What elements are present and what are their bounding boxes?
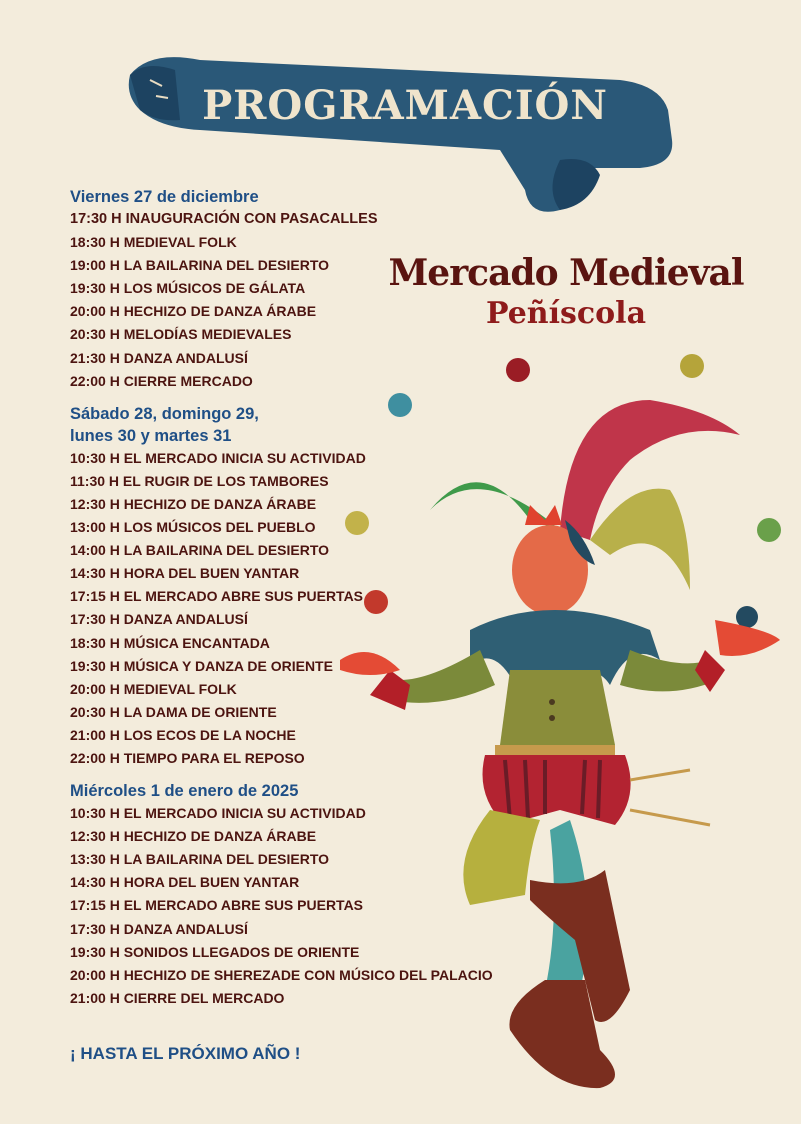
schedule-item: 13:00 H LOS MÚSICOS DEL PUEBLO — [70, 519, 316, 536]
schedule-item: 12:30 H HECHIZO DE DANZA ÁRABE — [70, 828, 317, 845]
schedule-item: 14:30 H HORA DEL BUEN YANTAR — [70, 874, 300, 891]
schedule-item: 12:30 H HECHIZO DE DANZA ÁRABE — [70, 495, 317, 512]
schedule-item: 11:30 H EL RUGIR DE LOS TAMBORES — [70, 472, 329, 489]
schedule-item: 21:30 H DANZA ANDALUSÍ — [70, 349, 248, 366]
schedule-item: 17:30 H DANZA ANDALUSÍ — [70, 611, 248, 628]
schedule-item: 22:00 H CIERRE MERCADO — [70, 372, 253, 389]
day-heading: Miércoles 1 de enero de 2025 — [70, 782, 299, 801]
banner-title: PROGRAMACIÓN — [202, 82, 608, 129]
schedule-item: 20:30 H LA DAMA DE ORIENTE — [70, 703, 277, 720]
schedule-item: 19:00 H LA BAILARINA DEL DESIERTO — [70, 257, 330, 274]
schedule-item: 22:00 H TIEMPO PARA EL REPOSO — [70, 749, 305, 766]
schedule-item: 20:00 H HECHIZO DE DANZA ÁRABE — [70, 303, 317, 320]
event-title: Mercado Medieval — [388, 252, 744, 294]
day-heading: Sábado 28, domingo 29, — [70, 404, 259, 423]
schedule-item: 10:30 H EL MERCADO INICIA SU ACTIVIDAD — [70, 805, 366, 822]
schedule-item: 19:30 H LOS MÚSICOS DE GÁLATA — [70, 280, 306, 297]
schedule-item: 13:30 H LA BAILARINA DEL DESIERTO — [70, 851, 330, 868]
schedule-item: 20:00 H HECHIZO DE SHEREZADE CON MÚSICO DEL PALACIO — [70, 966, 493, 983]
schedule-item: 21:00 H CIERRE DEL MERCADO — [70, 989, 285, 1006]
closing-message: ¡ HASTA EL PRÓXIMO AÑO ! — [70, 1044, 301, 1063]
schedule-item: 14:00 H LA BAILARINA DEL DESIERTO — [70, 542, 330, 559]
juggling-jester-icon — [330, 340, 790, 1110]
day-heading-continued: lunes 30 y martes 31 — [70, 426, 232, 445]
schedule-item: 18:30 H MÚSICA ENCANTADA — [70, 634, 270, 651]
schedule-item: 18:30 H MEDIEVAL FOLK — [70, 234, 237, 251]
schedule-item: 17:30 H INAUGURACIÓN CON PASACALLES — [70, 211, 378, 227]
event-subtitle: Peñíscola — [485, 296, 647, 331]
schedule-item: 17:15 H EL MERCADO ABRE SUS PUERTAS — [70, 897, 364, 914]
schedule-item: 20:30 H MELODÍAS MEDIEVALES — [70, 326, 292, 343]
schedule-item: 17:30 H DANZA ANDALUSÍ — [70, 920, 248, 937]
day-heading: Viernes 27 de diciembre — [70, 188, 259, 206]
schedule-item: 19:30 H SONIDOS LLEGADOS DE ORIENTE — [70, 943, 360, 960]
schedule-item: 19:30 H MÚSICA Y DANZA DE ORIENTE — [70, 657, 333, 674]
schedule-item: 17:15 H EL MERCADO ABRE SUS PUERTAS — [70, 588, 364, 605]
schedule-item: 14:30 H HORA DEL BUEN YANTAR — [70, 565, 300, 582]
schedule-item: 20:00 H MEDIEVAL FOLK — [70, 680, 237, 697]
schedule-item: 10:30 H EL MERCADO INICIA SU ACTIVIDAD — [70, 449, 366, 466]
schedule-item: 21:00 H LOS ECOS DE LA NOCHE — [70, 726, 296, 743]
